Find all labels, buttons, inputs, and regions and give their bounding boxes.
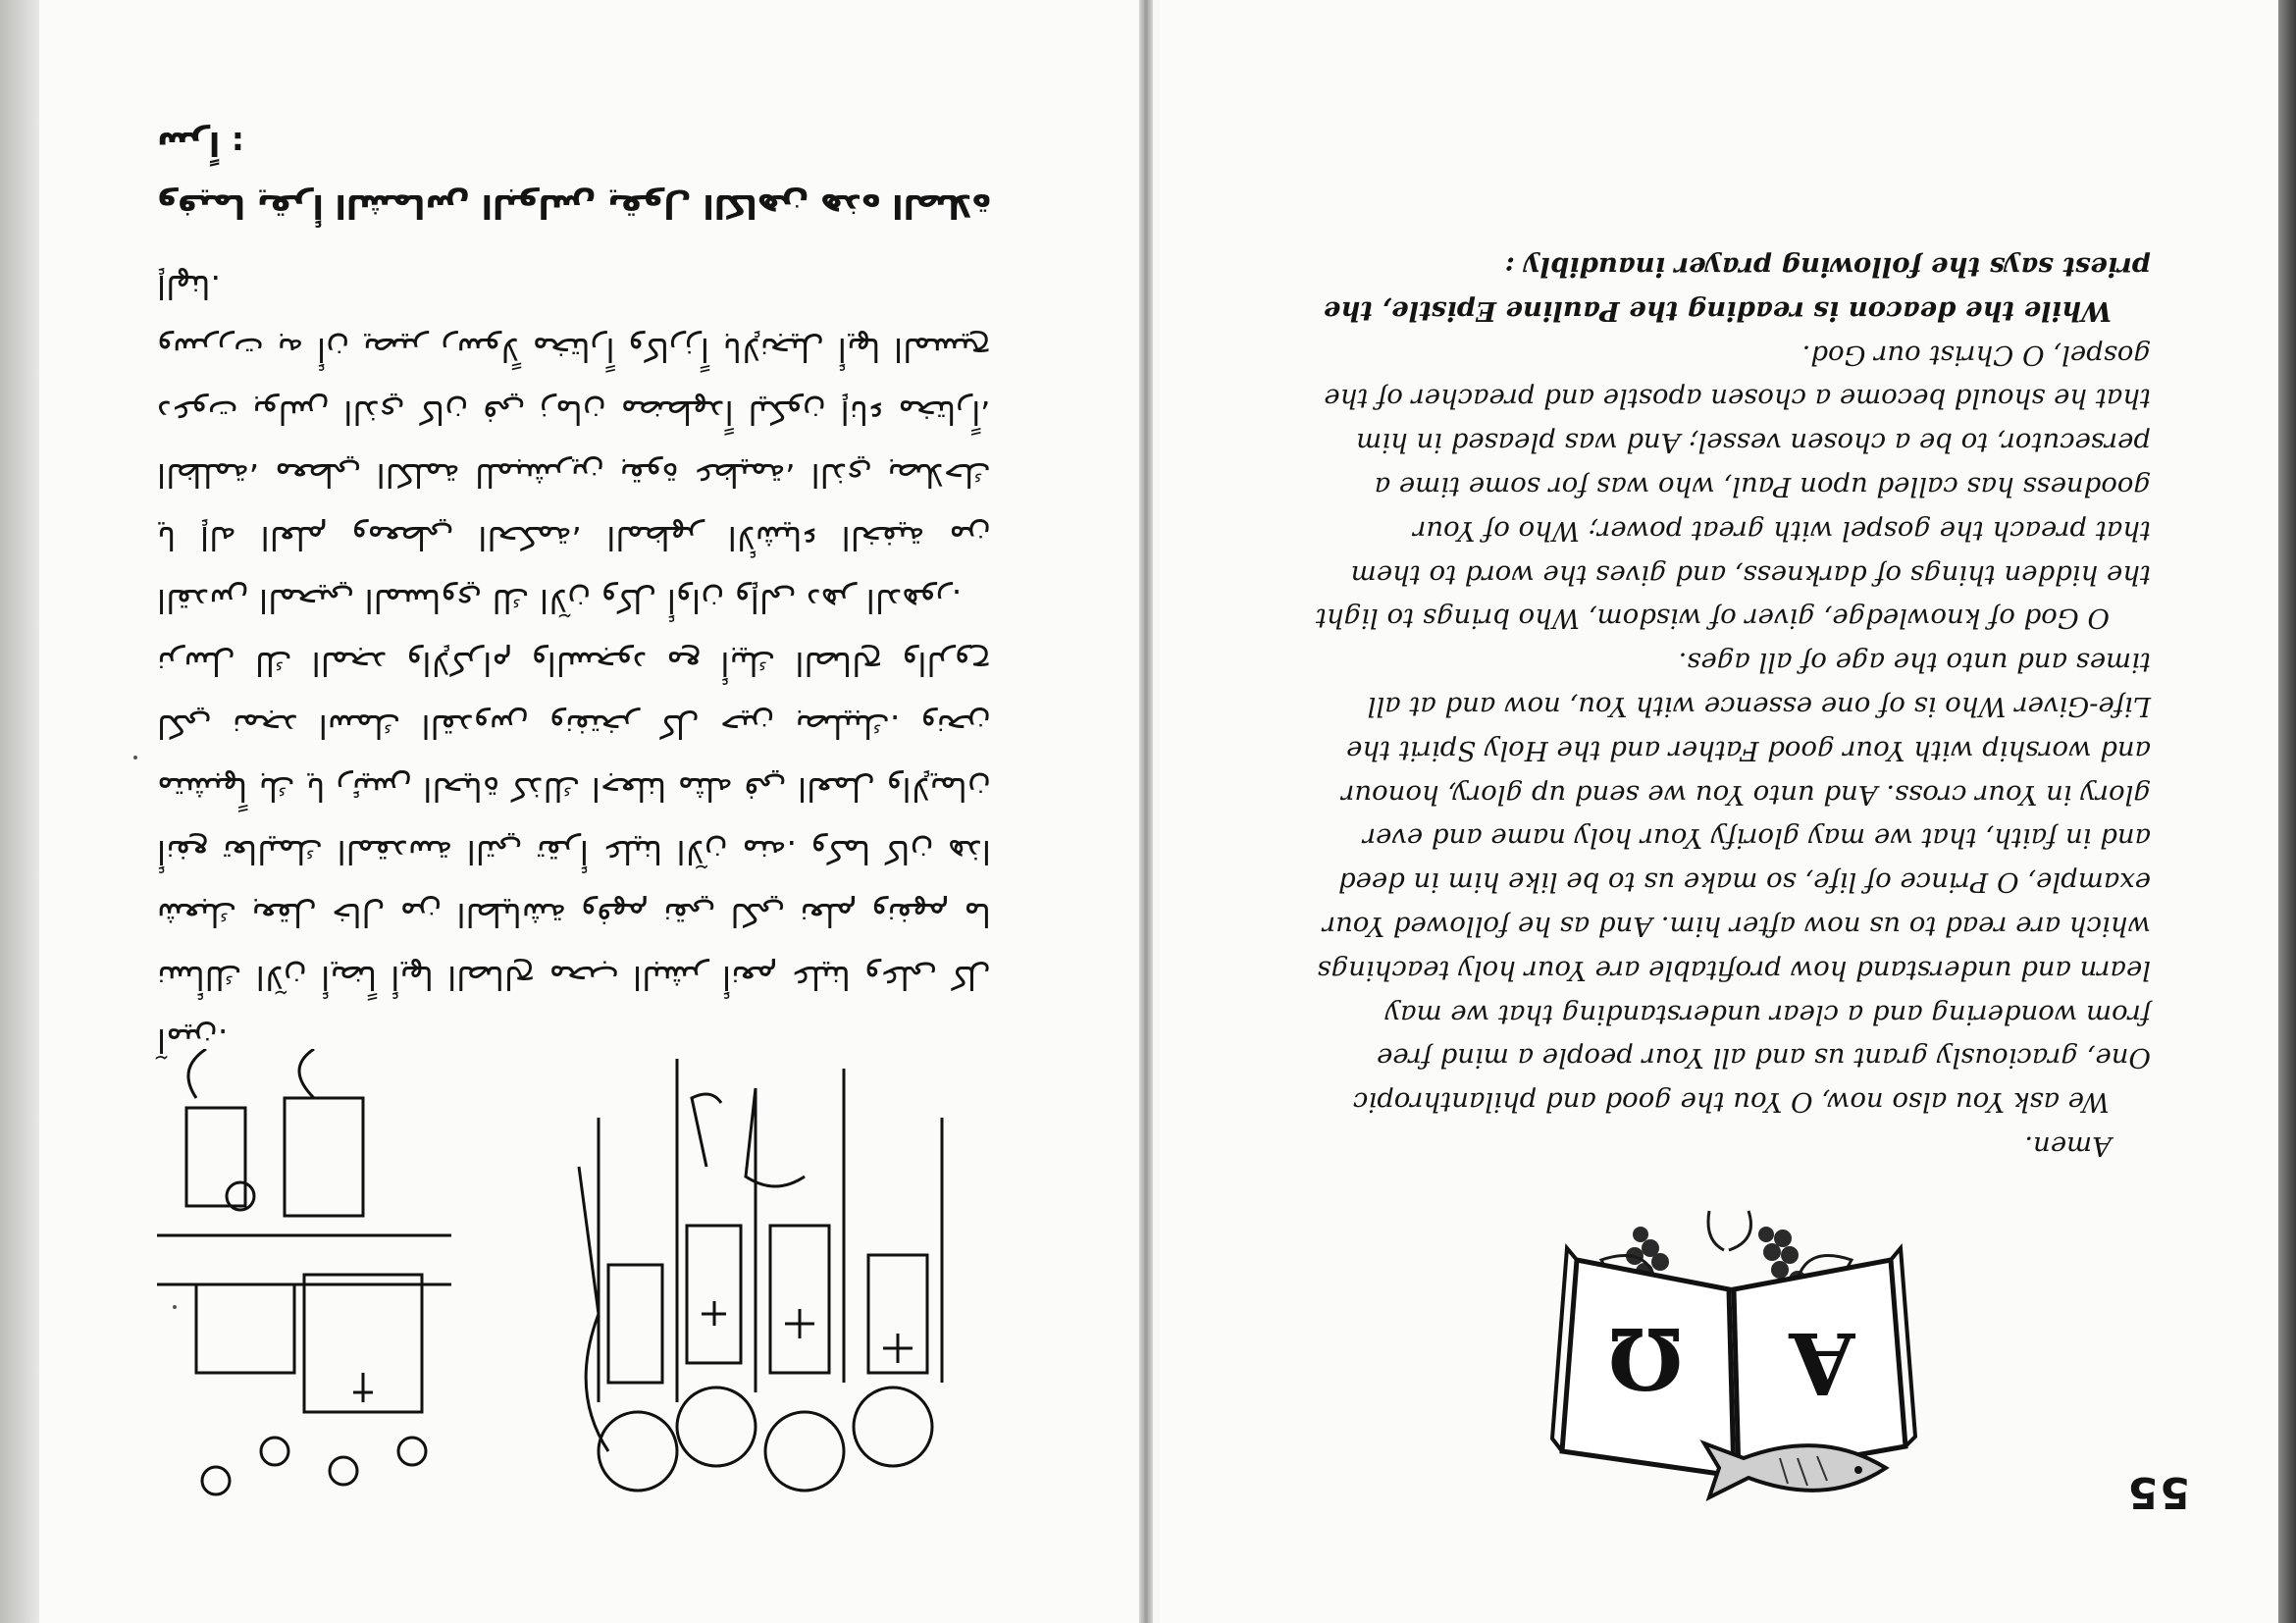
svg-text:A: A	[1789, 1313, 1855, 1412]
rubric-instruction: While the deacon is reading the Pauline Epistle, the priest says the following prayer inaudibly :	[1323, 251, 2151, 327]
arabic-text	[157, 112, 991, 1072]
scan-speck	[173, 1305, 177, 1309]
english-page	[1160, 0, 2278, 1623]
arabic-prayer-first-paragraph: يا إله العلم ومعطي الحكمة، المظهر الأشياء الخفية من الظلمة، معطي الكلمة للمبشرين بقوة عظيمة، الذي بصلاحك دعوت بولس الذي كان في زمان مضطهداً ليكون إناء مختاراً، وسررت به أن يصير رسولاً مختاراً وكارزاً بالإنجيل أيها المسيح إلهنا.	[157, 268, 991, 557]
arabic-closing-amen: آمين.	[157, 1021, 229, 1060]
fish-on-open-book-alpha-omega-icon	[1523, 1181, 1945, 1505]
page-number: 55	[2125, 1467, 2190, 1517]
english-text	[1307, 244, 2151, 1168]
book-outer-edge	[0, 0, 39, 1623]
book-gutter	[1139, 0, 1153, 1623]
prayer-first-paragraph: O God of knowledge, giver of wisdom, Who brings to light the hidden things of darkness, and gives the word to them that preach the gospel with great power; Who of Your goodness has called upon Paul, who was for some time a persecutor, to be a chosen vessel; And was pleased in him that he should become a chosen apostle and preacher of the gospel, O Christ our God.	[1315, 339, 2151, 635]
closing-amen: Amen.	[2024, 1130, 2112, 1162]
arabic-rubric-instruction: وفيما يقرأ الشماس البولس يقول الكاهن هذه الصلاة سراً :	[157, 125, 991, 226]
arabic-page	[39, 0, 1138, 1623]
scan-speck	[133, 756, 137, 759]
book-edge-shadow	[2278, 0, 2296, 1623]
svg-text:Ω: Ω	[1607, 1308, 1684, 1407]
prayer-second-paragraph: We ask You also now, O You the good and philanthropic One, graciously grant us and all Your people a mind free from wondering and a clear understanding that we may learn and understand how profitable are Your holy teachings which are read to us now after him. And as he followed Your example, O Prince of life, so make us to be like him in deed and in faith, that we may glorify Your holy name and ever glory in Your cross. And unto You we send up glory, honour and worship with Your good Father and the Holy Spirit the Life-Giver Who is of one essence with You, now and at all times and unto the age of all ages.	[1317, 647, 2151, 1119]
arabic-prayer-second-paragraph: نسألك الآن أيضاً أيها الصالح محب البشر أنعم علينا وعلى كل شعبك بعقل خال من الطياشة وفهم نقي لكي نعلم ونفهم ما أنفع تعاليمك المقدسة التي تقرأ علينا الآن منه. وكما كان هذا متشبهاً بك يا رئيس الحياة كذلك اجعلنا مثله في العمل والإيمان لكي نمجد اسمك القدوس ونفتخر كل حين بصليبك. ونحن نرسل لك المجد والإكرام والسجود مع أبيك الصالح والروح القدس المحيي المساوي لك الآن وكل أوان وإلى دهر الدهور.	[157, 582, 991, 997]
priests-and-deacons-at-altar-illustration	[157, 1049, 1001, 1510]
